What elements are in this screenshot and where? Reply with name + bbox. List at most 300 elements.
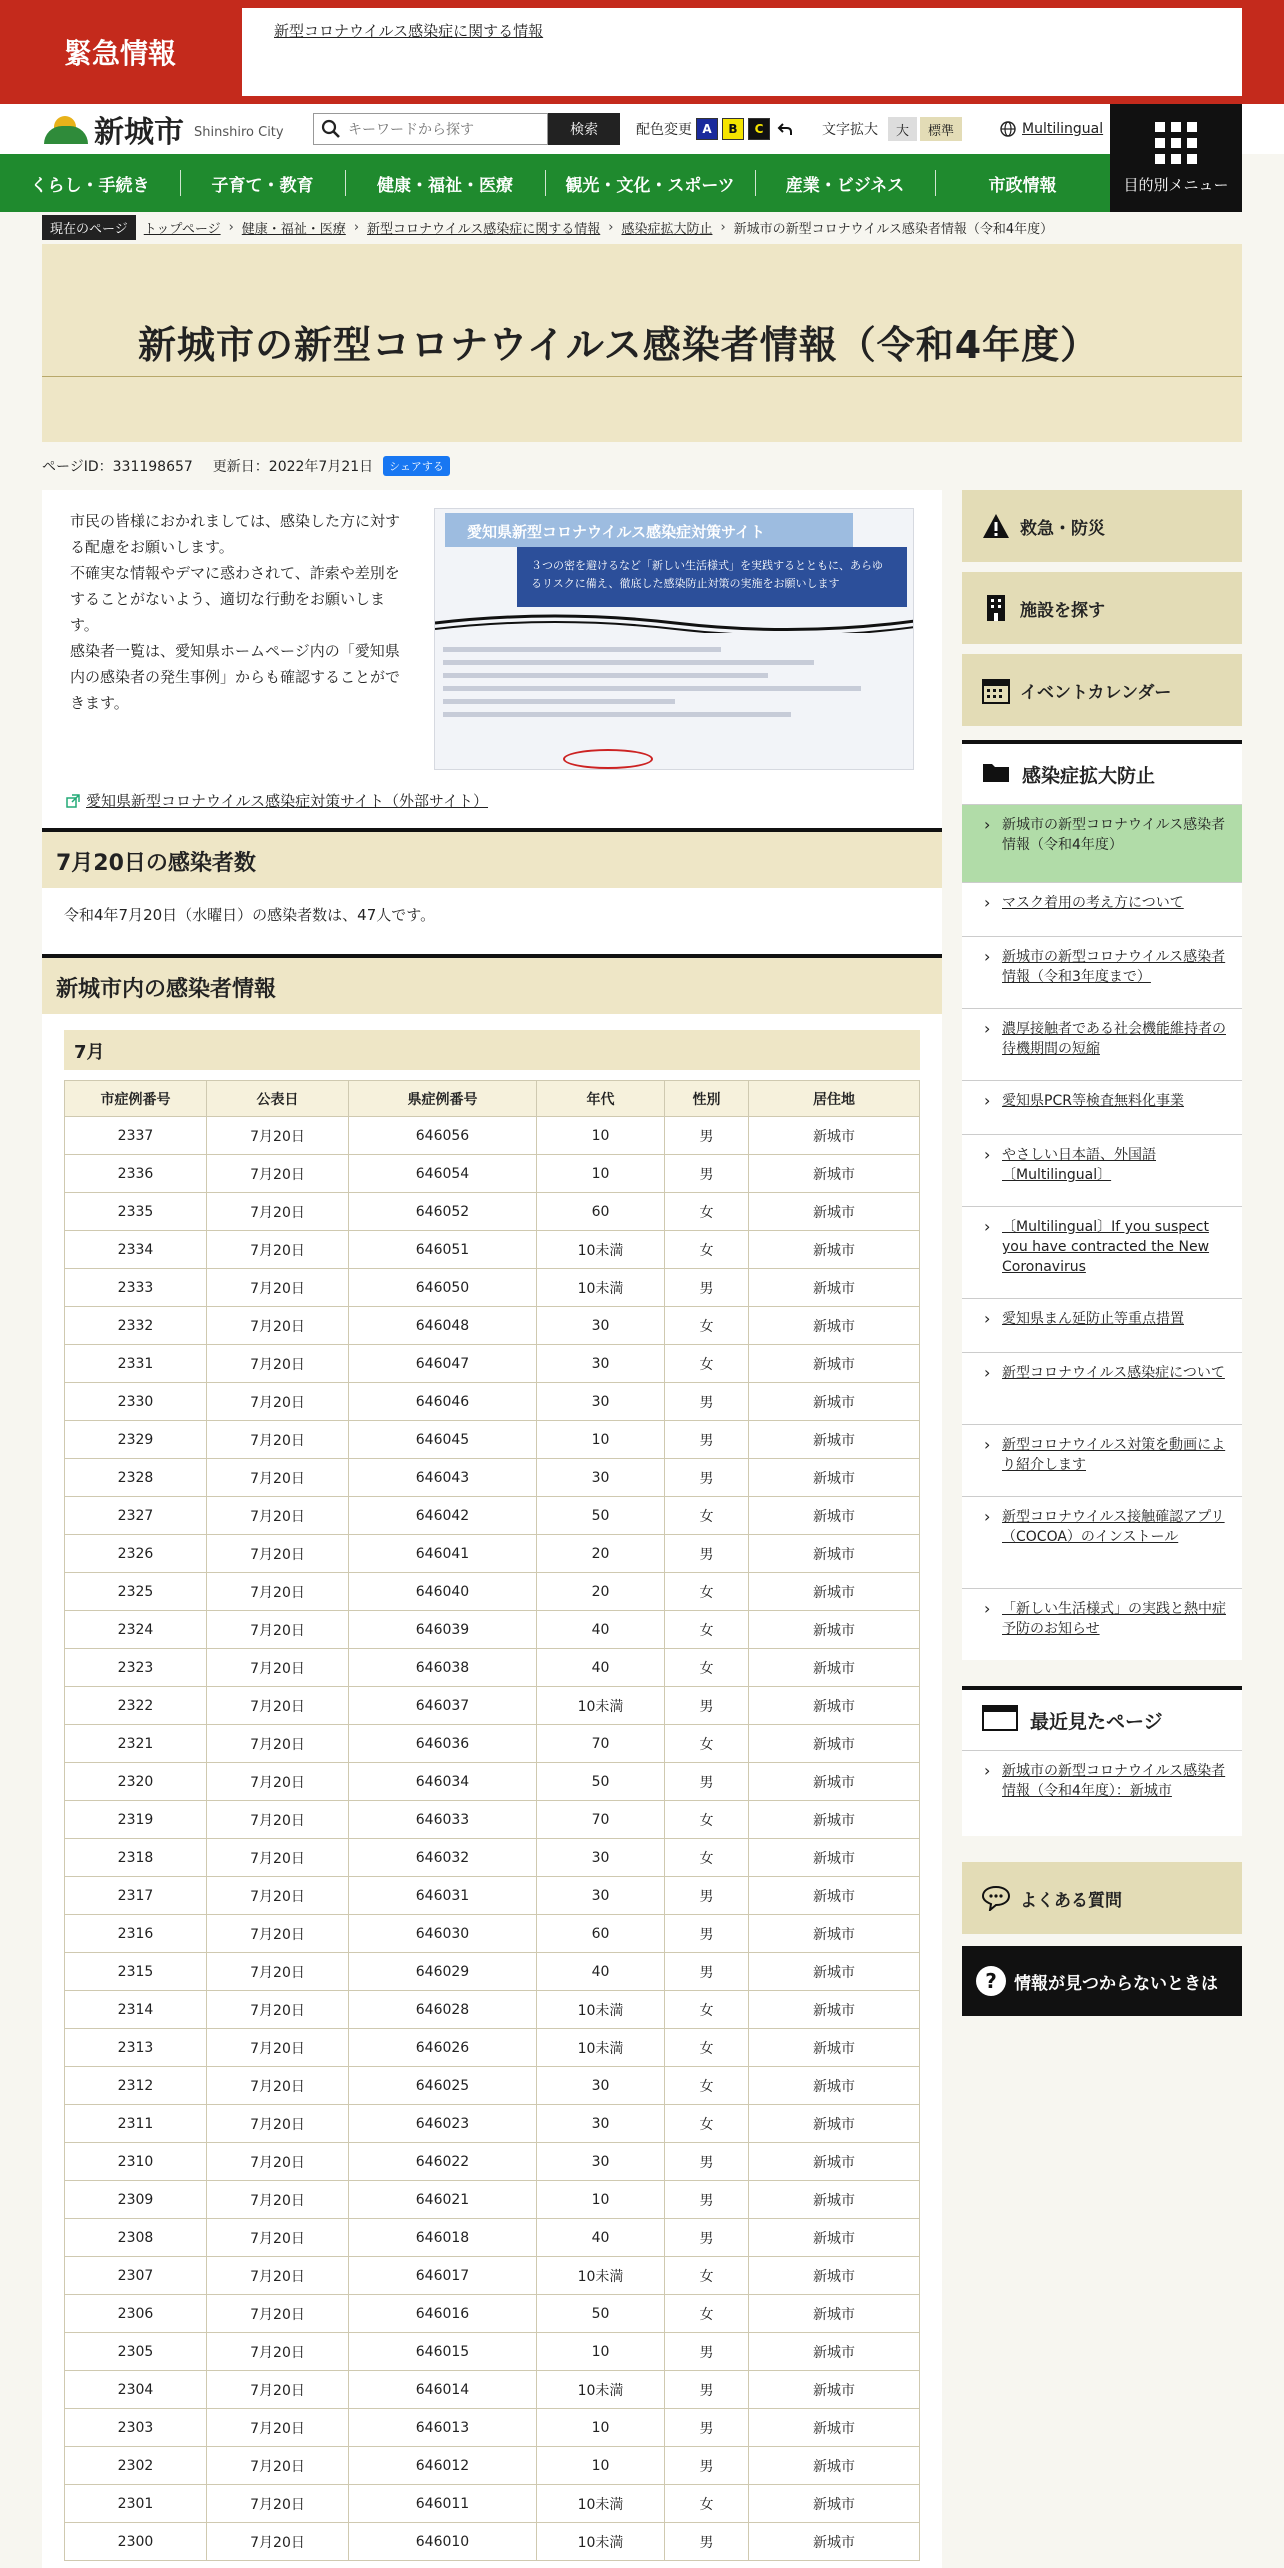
table-cell: 2337: [65, 1117, 207, 1155]
external-site-link[interactable]: [66, 790, 488, 811]
table-cell: 50: [537, 2295, 665, 2333]
table-cell: 646054: [349, 1155, 537, 1193]
table-cell: 646010: [349, 2523, 537, 2561]
table-cell: 7月20日: [207, 1497, 349, 1535]
table-cell: 40: [537, 1611, 665, 1649]
table-cell: 新城市: [749, 1117, 920, 1155]
font-label: 文字拡大: [822, 122, 878, 138]
table-cell: 2336: [65, 1155, 207, 1193]
table-cell: 7月20日: [207, 1117, 349, 1155]
breadcrumb-link[interactable]: 健康・福祉・医療: [241, 221, 346, 237]
search-input[interactable]: [348, 121, 538, 137]
table-cell: 2300: [65, 2523, 207, 2561]
table-row: [65, 1421, 920, 1459]
logo-mark-icon: [44, 114, 88, 144]
table-cell: 男: [665, 2371, 749, 2409]
table-cell: 7月20日: [207, 1763, 349, 1801]
table-cell: 646025: [349, 2067, 537, 2105]
nav-item-city[interactable]: 市政情報: [935, 154, 1110, 212]
table-cell: 30: [537, 2143, 665, 2181]
table-cell: 女: [665, 2029, 749, 2067]
table-cell: 2320: [65, 1763, 207, 1801]
table-cell: 7月20日: [207, 1193, 349, 1231]
table-header: 公表日: [207, 1081, 349, 1117]
table-cell: 7月20日: [207, 2371, 349, 2409]
table-cell: 新城市: [749, 1231, 920, 1269]
search-box: [313, 113, 548, 145]
table-cell: 新城市: [749, 1155, 920, 1193]
cases-table: [64, 1080, 920, 2561]
table-cell: 646046: [349, 1383, 537, 1421]
table-cell: 646037: [349, 1687, 537, 1725]
section-heading: 7月20日の感染者数: [42, 828, 942, 888]
nav-item-business[interactable]: 産業・ビジネス: [755, 154, 935, 212]
table-cell: 男: [665, 1763, 749, 1801]
table-row: [65, 1839, 920, 1877]
table-cell: 646029: [349, 1953, 537, 1991]
table-cell: 30: [537, 1383, 665, 1421]
month-heading: 7月: [64, 1030, 920, 1070]
table-cell: 新城市: [749, 1535, 920, 1573]
table-cell: 新城市: [749, 2447, 920, 2485]
table-row: [65, 1459, 920, 1497]
table-header: 県症例番号: [349, 1081, 537, 1117]
table-cell: 新城市: [749, 1497, 920, 1535]
table-cell: 646034: [349, 1763, 537, 1801]
table-cell: 男: [665, 2409, 749, 2447]
table-cell: 7月20日: [207, 1345, 349, 1383]
table-cell: 男: [665, 2143, 749, 2181]
table-cell: 女: [665, 2105, 749, 2143]
table-cell: 男: [665, 1877, 749, 1915]
table-cell: 646039: [349, 1611, 537, 1649]
intro-paragraph: 不確実な情報やデマに惑わされて、詐索や差別をすることがないよう、適切な行動をお願いします。: [70, 564, 400, 634]
table-cell: 7月20日: [207, 1611, 349, 1649]
table-cell: 2328: [65, 1459, 207, 1497]
table-cell: 女: [665, 1991, 749, 2029]
table-cell: 7月20日: [207, 2067, 349, 2105]
table-cell: 646036: [349, 1725, 537, 1763]
image-banner: ３つの密を避けるなど「新しい生活様式」を実践するとともに、あらゆるリスクに備え、徹底した感染防止対策の実施をお願いします: [517, 547, 907, 607]
table-cell: 7月20日: [207, 2447, 349, 2485]
table-cell: 女: [665, 1345, 749, 1383]
table-cell: 2307: [65, 2257, 207, 2295]
table-cell: 646042: [349, 1497, 537, 1535]
table-cell: 新城市: [749, 1953, 920, 1991]
browser-window-icon: [982, 1705, 1018, 1736]
table-cell: 646051: [349, 1231, 537, 1269]
table-cell: 7月20日: [207, 2333, 349, 2371]
breadcrumb-link[interactable]: 新型コロナウイルス感染症に関する情報: [367, 221, 601, 237]
table-cell: 男: [665, 2447, 749, 2485]
table-cell: 646033: [349, 1801, 537, 1839]
font-standard-button[interactable]: 標準: [920, 117, 962, 141]
table-cell: 646018: [349, 2219, 537, 2257]
global-nav: [0, 154, 1110, 212]
logo-en-text: Shinshiro City: [194, 124, 284, 140]
table-cell: 40: [537, 2219, 665, 2257]
table-cell: 男: [665, 2523, 749, 2561]
table-cell: 10: [537, 1421, 665, 1459]
table-cell: 30: [537, 1307, 665, 1345]
warning-icon: [982, 512, 1010, 540]
table-cell: 女: [665, 1573, 749, 1611]
table-cell: 30: [537, 2105, 665, 2143]
multilingual-label: Multilingual: [1022, 121, 1104, 137]
table-row: [65, 1383, 920, 1421]
breadcrumb-link[interactable]: 感染症拡大防止: [621, 221, 713, 237]
table-row: [65, 2143, 920, 2181]
table-row: [65, 2219, 920, 2257]
emergency-disaster-label: 救急・防災: [1020, 518, 1105, 539]
sidebar-item[interactable]: › 新城市の新型コロナウイルス感染者情報（令和3年度まで）: [962, 936, 1242, 1008]
table-cell: 2331: [65, 1345, 207, 1383]
table-cell: 新城市: [749, 2219, 920, 2257]
nav-item-tourism[interactable]: 観光・文化・スポーツ: [545, 154, 755, 212]
table-row: [65, 1573, 920, 1611]
sidebar-item[interactable]: › 濃厚接触者である社会機能維持者の待機期間の短縮: [962, 1008, 1242, 1080]
table-cell: 新城市: [749, 1649, 920, 1687]
table-cell: 7月20日: [207, 2143, 349, 2181]
purpose-menu-button[interactable]: [1110, 104, 1242, 212]
table-row: [65, 1725, 920, 1763]
main-content: [42, 490, 942, 2568]
table-cell: 新城市: [749, 1307, 920, 1345]
table-cell: 7月20日: [207, 2029, 349, 2067]
table-cell: 2335: [65, 1193, 207, 1231]
multilingual-link[interactable]: [1000, 117, 1103, 141]
table-cell: 7月20日: [207, 1459, 349, 1497]
table-row: [65, 2257, 920, 2295]
table-cell: 2310: [65, 2143, 207, 2181]
emergency-disaster-button[interactable]: [962, 490, 1242, 562]
table-cell: 新城市: [749, 1991, 920, 2029]
nav-item-health[interactable]: 健康・福祉・医療: [345, 154, 545, 212]
nav-item-life[interactable]: くらし・手続き: [30, 175, 150, 196]
table-cell: 男: [665, 1953, 749, 1991]
table-cell: 2319: [65, 1801, 207, 1839]
table-cell: 30: [537, 1345, 665, 1383]
table-cell: 60: [537, 1193, 665, 1231]
table-cell: 10未満: [537, 1687, 665, 1725]
table-cell: 2309: [65, 2181, 207, 2219]
table-cell: 男: [665, 1117, 749, 1155]
font-large-button[interactable]: 大: [888, 117, 917, 141]
table-row: [65, 2485, 920, 2523]
sidebar-item[interactable]: › 愛知県まん延防止等重点措置: [962, 1298, 1242, 1352]
table-cell: 2311: [65, 2105, 207, 2143]
table-cell: 新城市: [749, 1611, 920, 1649]
table-cell: 男: [665, 1915, 749, 1953]
category-heading: [962, 744, 1242, 804]
table-cell: 646030: [349, 1915, 537, 1953]
table-cell: 男: [665, 1459, 749, 1497]
table-cell: 50: [537, 1763, 665, 1801]
color-changer: [636, 117, 796, 141]
table-cell: 女: [665, 1801, 749, 1839]
table-cell: 646012: [349, 2447, 537, 2485]
table-cell: 7月20日: [207, 1307, 349, 1345]
recent-item[interactable]: › 新城市の新型コロナウイルス感染者情報（令和4年度）：新城市: [962, 1750, 1242, 1811]
table-cell: 30: [537, 1839, 665, 1877]
table-cell: 女: [665, 1611, 749, 1649]
table-cell: 7月20日: [207, 1421, 349, 1459]
table-cell: 2306: [65, 2295, 207, 2333]
table-cell: 2304: [65, 2371, 207, 2409]
sidebar-item-current[interactable]: › 新城市の新型コロナウイルス感染者情報（令和4年度）: [962, 804, 1242, 882]
table-cell: 2323: [65, 1649, 207, 1687]
category-heading-label: 感染症拡大防止: [1022, 764, 1156, 787]
table-cell: 646045: [349, 1421, 537, 1459]
table-cell: 新城市: [749, 2523, 920, 2561]
sidebar-item[interactable]: › 「新しい生活様式」の実践と熱中症予防のお知らせ: [962, 1588, 1242, 1660]
table-cell: 2334: [65, 1231, 207, 1269]
table-cell: 30: [537, 2067, 665, 2105]
table-cell: 2315: [65, 1953, 207, 1991]
table-cell: 7月20日: [207, 1801, 349, 1839]
table-cell: 646013: [349, 2409, 537, 2447]
table-cell: 2316: [65, 1915, 207, 1953]
table-row: [65, 2067, 920, 2105]
sidebar-item[interactable]: › 新型コロナウイルス接触確認アプリ（COCOA）のインストール: [962, 1496, 1242, 1588]
table-cell: 10未満: [537, 1231, 665, 1269]
sidebar-item[interactable]: › やさしい日本語、外国語〔Multilingual〕: [962, 1134, 1242, 1206]
table-cell: 2332: [65, 1307, 207, 1345]
table-cell: 女: [665, 2067, 749, 2105]
table-cell: 新城市: [749, 1345, 920, 1383]
table-cell: 10: [537, 2409, 665, 2447]
table-cell: 7月20日: [207, 2257, 349, 2295]
table-cell: 10未満: [537, 1269, 665, 1307]
faq-label: よくある質問: [1020, 1890, 1122, 1911]
table-cell: 646043: [349, 1459, 537, 1497]
color-label: 配色変更: [636, 122, 692, 138]
table-cell: 新城市: [749, 2485, 920, 2523]
table-cell: 2302: [65, 2447, 207, 2485]
table-cell: 30: [537, 1877, 665, 1915]
table-cell: 7月20日: [207, 1269, 349, 1307]
table-cell: 男: [665, 1383, 749, 1421]
chat-bubble-icon: [982, 1884, 1010, 1912]
event-calendar-label: イベントカレンダー: [1020, 682, 1172, 703]
table-cell: 2330: [65, 1383, 207, 1421]
external-link-icon: [66, 794, 80, 808]
table-cell: 2322: [65, 1687, 207, 1725]
table-cell: 646021: [349, 2181, 537, 2219]
emergency-link[interactable]: 新型コロナウイルス感染症に関する情報: [274, 22, 544, 40]
table-cell: 2324: [65, 1611, 207, 1649]
table-cell: 2318: [65, 1839, 207, 1877]
color-option-b[interactable]: B: [722, 118, 744, 140]
table-cell: 7月20日: [207, 2409, 349, 2447]
table-row: [65, 1953, 920, 1991]
table-row: [65, 1193, 920, 1231]
table-cell: 50: [537, 1497, 665, 1535]
breadcrumb-here: 現在のページ: [42, 215, 136, 240]
grid-icon: [1155, 122, 1197, 164]
table-cell: 2325: [65, 1573, 207, 1611]
table-cell: 女: [665, 1231, 749, 1269]
table-row: [65, 1307, 920, 1345]
table-cell: 646017: [349, 2257, 537, 2295]
table-cell: 男: [665, 2333, 749, 2371]
search-icon: [314, 114, 348, 144]
table-row: [65, 2105, 920, 2143]
table-cell: 2329: [65, 1421, 207, 1459]
table-cell: 新城市: [749, 2067, 920, 2105]
table-cell: 10未満: [537, 1991, 665, 2029]
table-cell: 2305: [65, 2333, 207, 2371]
table-header: 居住地: [749, 1081, 920, 1117]
table-cell: 10未満: [537, 2029, 665, 2067]
table-cell: 7月20日: [207, 2485, 349, 2523]
table-cell: 新城市: [749, 1915, 920, 1953]
nav-item-childcare[interactable]: 子育て・教育: [180, 154, 345, 212]
sidebar-item[interactable]: › 〔Multilingual〕If you suspect you have contracted the New Coronavirus: [962, 1206, 1242, 1298]
table-cell: 10未満: [537, 2523, 665, 2561]
table-cell: 10未満: [537, 2485, 665, 2523]
breadcrumb: 現在のページ トップページ › 健康・福祉・医療 › 新型コロナウイルス感染症に関する情報 › 感染症拡大防止 › 新城市の新型コロナウイルス感染者情報（令和4年度）: [42, 212, 1242, 242]
table-cell: 7月20日: [207, 1535, 349, 1573]
table-cell: 10: [537, 1155, 665, 1193]
table-cell: 新城市: [749, 1801, 920, 1839]
aichi-site-image[interactable]: [434, 508, 914, 770]
table-row: [65, 1345, 920, 1383]
table-cell: 646022: [349, 2143, 537, 2181]
question-icon: ?: [976, 1966, 1006, 1996]
table-header: 市症例番号: [65, 1081, 207, 1117]
intro-paragraph: 市民の皆様におかれましては、感染した方に対する配慮をお願いします。: [70, 512, 401, 556]
table-cell: 新城市: [749, 2029, 920, 2067]
table-row: [65, 1991, 920, 2029]
emergency-bar: [0, 0, 1284, 104]
table-cell: 646047: [349, 1345, 537, 1383]
table-cell: 7月20日: [207, 2219, 349, 2257]
table-cell: 新城市: [749, 2333, 920, 2371]
table-cell: 7月20日: [207, 1953, 349, 1991]
building-icon: [982, 594, 1010, 622]
table-cell: 新城市: [749, 2105, 920, 2143]
breadcrumb-current: 新城市の新型コロナウイルス感染者情報（令和4年度）: [733, 221, 1054, 237]
table-cell: 7月20日: [207, 1155, 349, 1193]
color-option-a[interactable]: A: [696, 118, 718, 140]
calendar-icon: [982, 676, 1010, 704]
table-cell: 10: [537, 1117, 665, 1155]
event-calendar-button[interactable]: [962, 654, 1242, 726]
image-title: 愛知県新型コロナウイルス感染症対策サイト: [445, 513, 853, 547]
page-id: ページID：331198657: [42, 459, 193, 475]
table-cell: 60: [537, 1915, 665, 1953]
table-cell: 646052: [349, 1193, 537, 1231]
table-row: [65, 1687, 920, 1725]
table-cell: 7月20日: [207, 1649, 349, 1687]
faq-button[interactable]: [962, 1862, 1242, 1934]
table-cell: 10: [537, 2333, 665, 2371]
sidebar-item[interactable]: › 新型コロナウイルス対策を動画により紹介します: [962, 1424, 1242, 1496]
table-cell: 646011: [349, 2485, 537, 2523]
table-cell: 新城市: [749, 2371, 920, 2409]
table-cell: 女: [665, 1193, 749, 1231]
table-cell: 30: [537, 1459, 665, 1497]
table-cell: 646028: [349, 1991, 537, 2029]
table-cell: 2333: [65, 1269, 207, 1307]
table-cell: 7月20日: [207, 1573, 349, 1611]
table-cell: 646038: [349, 1649, 537, 1687]
not-found-button[interactable]: [962, 1946, 1242, 2016]
folder-icon: [982, 761, 1010, 788]
table-cell: 2321: [65, 1725, 207, 1763]
table-row: [65, 1497, 920, 1535]
purpose-menu-label: 目的別メニュー: [1123, 175, 1229, 194]
table-cell: 40: [537, 1649, 665, 1687]
table-cell: 新城市: [749, 1725, 920, 1763]
intro-paragraph: 感染者一覧は、愛知県ホームページ内の「愛知県内の感染者の発生事例」からも確認することができます。: [70, 642, 401, 712]
color-reset-icon[interactable]: [774, 118, 796, 140]
table-cell: 2313: [65, 2029, 207, 2067]
table-cell: 新城市: [749, 2295, 920, 2333]
table-cell: 20: [537, 1573, 665, 1611]
table-cell: 女: [665, 2295, 749, 2333]
table-cell: 646032: [349, 1839, 537, 1877]
search-form: [313, 113, 620, 145]
table-cell: 20: [537, 1535, 665, 1573]
table-cell: 男: [665, 2219, 749, 2257]
facebook-share-button[interactable]: シェアする: [383, 456, 450, 476]
section-heading: 新城市内の感染者情報: [42, 954, 942, 1014]
table-header: 性別: [665, 1081, 749, 1117]
table-cell: 70: [537, 1725, 665, 1763]
not-found-label: 情報が見つからないときは: [1014, 1973, 1218, 1994]
table-cell: 2317: [65, 1877, 207, 1915]
table-cell: 646016: [349, 2295, 537, 2333]
table-cell: 7月20日: [207, 1991, 349, 2029]
table-cell: 7月20日: [207, 1383, 349, 1421]
table-cell: 10: [537, 2447, 665, 2485]
table-cell: 10: [537, 2181, 665, 2219]
breadcrumb-link[interactable]: トップページ: [143, 221, 221, 237]
table-cell: 7月20日: [207, 1839, 349, 1877]
table-cell: 646014: [349, 2371, 537, 2409]
table-row: [65, 2181, 920, 2219]
find-facility-button[interactable]: [962, 572, 1242, 644]
table-cell: 男: [665, 2181, 749, 2219]
search-button[interactable]: 検索: [548, 113, 620, 145]
site-logo[interactable]: [44, 112, 284, 150]
table-cell: 7月20日: [207, 1687, 349, 1725]
case-count-text: 令和4年7月20日（水曜日）の感染者数は、47人です。: [64, 906, 436, 924]
table-cell: 7月20日: [207, 1231, 349, 1269]
table-cell: 新城市: [749, 1421, 920, 1459]
table-cell: 男: [665, 1155, 749, 1193]
table-row: [65, 1155, 920, 1193]
table-cell: 646048: [349, 1307, 537, 1345]
recent-heading-label: 最近見たページ: [1030, 1710, 1163, 1733]
emergency-title: 緊急情報: [63, 37, 176, 70]
table-cell: 2303: [65, 2409, 207, 2447]
table-row: [65, 1535, 920, 1573]
table-cell: 新城市: [749, 1877, 920, 1915]
sidebar-item[interactable]: › 新型コロナウイルス感染症について: [962, 1352, 1242, 1424]
sidebar-item[interactable]: › 愛知県PCR等検査無料化事業: [962, 1080, 1242, 1134]
logo-text: 新城市: [94, 115, 184, 150]
table-cell: 新城市: [749, 1763, 920, 1801]
color-option-c[interactable]: C: [748, 118, 770, 140]
table-cell: 7月20日: [207, 1877, 349, 1915]
table-cell: 女: [665, 1307, 749, 1345]
sidebar-item[interactable]: › マスク着用の考え方について: [962, 882, 1242, 936]
table-cell: 70: [537, 1801, 665, 1839]
table-row: [65, 2333, 920, 2371]
